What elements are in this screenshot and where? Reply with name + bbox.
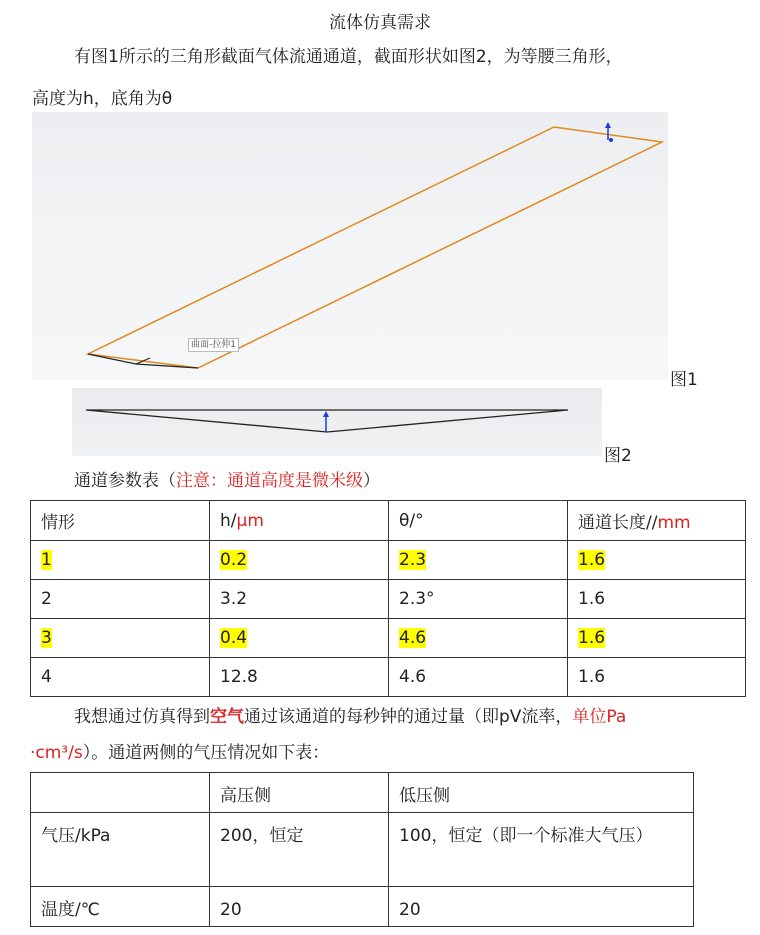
para2-unit: 单位Pa: [572, 707, 627, 727]
table-cell: [31, 541, 210, 580]
channel-3d-drawing: [32, 112, 668, 380]
highlighted-value: 0.2: [220, 550, 248, 570]
highlighted-value: 1.6: [578, 628, 606, 648]
highlighted-value: 1.6: [578, 550, 606, 570]
para2-text: 通过该通道的每秒钟的通过量（即pV流率，: [244, 707, 573, 727]
table-row: [31, 658, 746, 697]
highlighted-value: 1: [41, 550, 52, 570]
table-row: [31, 580, 746, 619]
header-unit: mm: [657, 513, 691, 533]
intro-line-1: 有图1所示的三角形截面气体流通通道，截面形状如图2，为等腰三角形，: [74, 47, 623, 67]
table-cell: [568, 541, 746, 580]
header-cell: [210, 501, 389, 541]
header-text: h/: [220, 510, 237, 531]
table-cell: [210, 619, 389, 658]
highlighted-value: 3: [41, 628, 52, 648]
intro-line-2: 高度为h，底角为θ: [32, 89, 173, 109]
table-cell: 2: [31, 580, 210, 619]
table-cell: 20: [389, 887, 694, 927]
table-cell: 1.6: [568, 580, 746, 619]
header-cell: [31, 773, 210, 813]
table-row: [31, 813, 694, 887]
table-row: [31, 619, 746, 658]
para2-unit-cont: ·cm³/s: [30, 743, 83, 763]
table-cell: 200，恒定: [210, 813, 389, 887]
axis-origin-icon: [609, 138, 613, 142]
table-cell: 100，恒定（即一个标准大气压）: [389, 813, 694, 887]
table-cell: 气压/kPa: [31, 813, 210, 887]
table-cell: [31, 619, 210, 658]
table-cell: [389, 541, 568, 580]
channel-outline: [88, 127, 662, 368]
header-cell: 低压侧: [389, 773, 694, 813]
header-cell: 高压侧: [210, 773, 389, 813]
table1-caption-note: 注意：通道高度是微米级: [176, 471, 363, 491]
channel-parameter-table: [30, 500, 746, 697]
table-cell: 4.6: [389, 658, 568, 697]
feature-tag: 曲面-拉伸1: [188, 338, 239, 352]
table1-caption: [74, 470, 380, 492]
header-cell: 情形: [31, 501, 210, 541]
header-cell: θ/°: [389, 501, 568, 541]
table-cell: 温度/℃: [31, 887, 210, 927]
figure-2-label: 图2: [604, 446, 632, 466]
table-cell: 1.6: [568, 658, 746, 697]
pressure-condition-table: [30, 772, 694, 927]
axis-arrowhead-icon: [605, 122, 611, 128]
table-cell: 4: [31, 658, 210, 697]
table-cell: 2.3°: [389, 580, 568, 619]
figure-2-cross-section: [72, 388, 602, 456]
table-header-row: [31, 501, 746, 541]
document-title: 流体仿真需求: [329, 13, 431, 33]
highlighted-value: 0.4: [220, 628, 248, 648]
header-unit: μm: [236, 510, 264, 531]
table-header-row: [31, 773, 694, 813]
para2-air: 空气: [210, 707, 244, 727]
table-cell: [389, 619, 568, 658]
para2-line1: [74, 706, 626, 728]
table-cell: 3.2: [210, 580, 389, 619]
table-row: [31, 541, 746, 580]
table-row: [31, 887, 694, 927]
para2-text: 我想通过仿真得到: [74, 707, 210, 727]
table-cell: [210, 541, 389, 580]
header-text: 通道长度//: [578, 513, 658, 533]
header-cell: [568, 501, 746, 541]
highlighted-value: 2.3: [399, 550, 427, 570]
figure-1-channel-3d: [32, 112, 668, 380]
table1-caption-end: ）: [363, 471, 380, 491]
height-arrowhead-icon: [323, 411, 329, 417]
highlighted-value: 4.6: [399, 628, 427, 648]
table-cell: 12.8: [210, 658, 389, 697]
table-cell: 20: [210, 887, 389, 927]
para2-line2: [30, 742, 329, 764]
para2-text: ）。通道两侧的气压情况如下表：: [82, 743, 330, 763]
table1-caption-text: 通道参数表（: [74, 471, 176, 491]
table-cell: [568, 619, 746, 658]
figure-1-label: 图1: [670, 370, 698, 390]
cross-section-drawing: [72, 388, 602, 456]
